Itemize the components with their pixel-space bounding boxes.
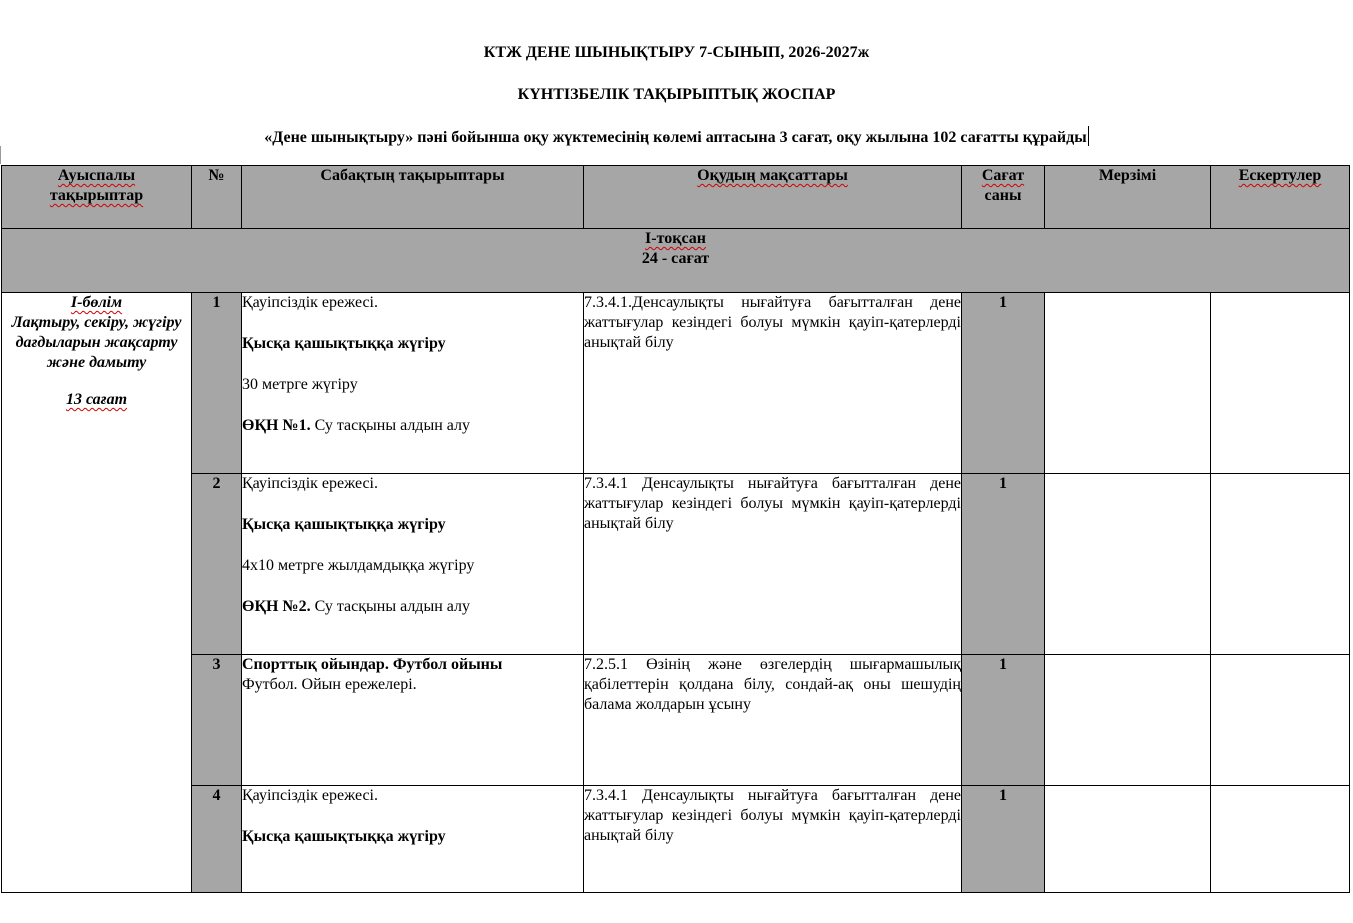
lesson-topic <box>242 786 584 893</box>
topic-detail: Футбол. Ойын ережелері. <box>242 676 417 693</box>
lesson-topics-label: Сабақтың тақырыптары <box>320 167 505 184</box>
okn-label: ӨҚН №2. <box>242 598 311 615</box>
table-header-row <box>2 166 1350 229</box>
topic-title: Қысқа қашықтыққа жүгіру <box>242 516 446 533</box>
table-row <box>2 786 1350 893</box>
learning-goal: 7.2.5.1 Өзінің және өзгелердің шығармашылық қабілеттерін қолдана білу, сондай-ақ оны шешудің балама жолдарын ұсыну <box>584 655 962 786</box>
date-cell[interactable] <box>1045 786 1211 893</box>
lesson-topic <box>242 655 584 786</box>
notes-cell[interactable] <box>1211 474 1350 655</box>
quarter-hours: 24 - сағат <box>641 250 710 267</box>
lesson-number: 2 <box>192 474 242 655</box>
topic-rule: Қауіпсіздік ережесі. <box>242 475 378 492</box>
date-cell[interactable] <box>1045 474 1211 655</box>
lesson-number: 3 <box>192 655 242 786</box>
topic-title: Қысқа қашықтыққа жүгіру <box>242 335 446 352</box>
lesson-topic <box>242 293 584 474</box>
section-title: Лақтыру, секіру, жүгіру дағдыларын жақсарту және дамыту <box>11 314 182 371</box>
header-lesson-topics <box>242 166 584 229</box>
notes-cell[interactable] <box>1211 293 1350 474</box>
quarter-cell <box>2 229 1350 293</box>
description-text: «Дене шынықтыру» пәні бойынша оқу жүктемесінің көлемі аптасына 3 сағат, оқу жылына 102 сағатты құрайды <box>264 129 1087 146</box>
hours-count: 1 <box>962 293 1045 474</box>
lesson-number: 1 <box>192 293 242 474</box>
calendar-plan-table <box>1 165 1350 893</box>
text-cursor <box>1088 126 1089 146</box>
okn-text: Су тасқыны алдын алу <box>310 417 470 434</box>
table-row <box>2 293 1350 474</box>
header-rotating-topics: Ауыспалы тақырыптар <box>2 166 192 229</box>
date-cell[interactable] <box>1045 293 1211 474</box>
learning-goals-label: Оқудың мақсаттары <box>697 167 848 184</box>
notes-label: Ескертулер <box>1238 167 1322 184</box>
document-subtitle: КҮНТІЗБЕЛІК ТАҚЫРЫПТЫҚ ЖОСПАР <box>517 86 836 103</box>
table-row <box>2 474 1350 655</box>
learning-goal: 7.3.4.1 Денсаулықты нығайтуға бағытталған дене жаттығулар кезіндегі болуы мүмкін қауіп-қатерлерді анықтай білу <box>584 474 962 655</box>
header-learning-goals <box>584 166 962 229</box>
topic-rule: Қауіпсіздік ережесі. <box>242 787 378 804</box>
section-name: І-бөлім <box>70 294 123 311</box>
topic-title: Қысқа қашықтыққа жүгіру <box>242 828 446 845</box>
lesson-topic <box>242 474 584 655</box>
quarter-row <box>2 229 1350 293</box>
page-margin-marker <box>0 146 1 164</box>
topic-detail: 30 метрге жүгіру <box>242 376 358 393</box>
section-cell <box>2 293 192 893</box>
quarter-name: І-тоқсан <box>645 230 706 247</box>
hours-count: 1 <box>962 786 1045 893</box>
hours-count: 1 <box>962 474 1045 655</box>
header-notes <box>1211 166 1350 229</box>
table-row <box>2 655 1350 786</box>
topic-detail: 4х10 метрге жылдамдыққа жүгіру <box>242 557 475 574</box>
topic-rule: Қауіпсіздік ережесі. <box>242 294 378 311</box>
document-description <box>0 126 1353 148</box>
topic-title: Спорттық ойындар. Футбол ойыны <box>242 656 503 673</box>
okn-text: Су тасқыны алдын алу <box>310 598 470 615</box>
notes-cell[interactable] <box>1211 786 1350 893</box>
learning-goal: 7.3.4.1.Денсаулықты нығайтуға бағытталған дене жаттығулар кезіндегі болуы мүмкін қауіп-қатерлерді анықтай білу <box>584 293 962 474</box>
header-date: Мерзімі <box>1045 166 1211 229</box>
notes-cell[interactable] <box>1211 655 1350 786</box>
header-hours: Сағат саны <box>962 166 1045 229</box>
lesson-number: 4 <box>192 786 242 893</box>
date-cell[interactable] <box>1045 655 1211 786</box>
hours-count: 1 <box>962 655 1045 786</box>
okn-label: ӨҚН №1. <box>242 417 311 434</box>
learning-goal: 7.3.4.1 Денсаулықты нығайтуға бағытталған дене жаттығулар кезіндегі болуы мүмкін қауіп-қатерлерді анықтай білу <box>584 786 962 893</box>
document-title: КТЖ ДЕНЕ ШЫНЫҚТЫРУ 7-СЫНЫП, 2026-2027ж <box>483 44 870 61</box>
header-number: № <box>192 166 242 229</box>
section-hours: 13 сағат <box>65 391 128 408</box>
